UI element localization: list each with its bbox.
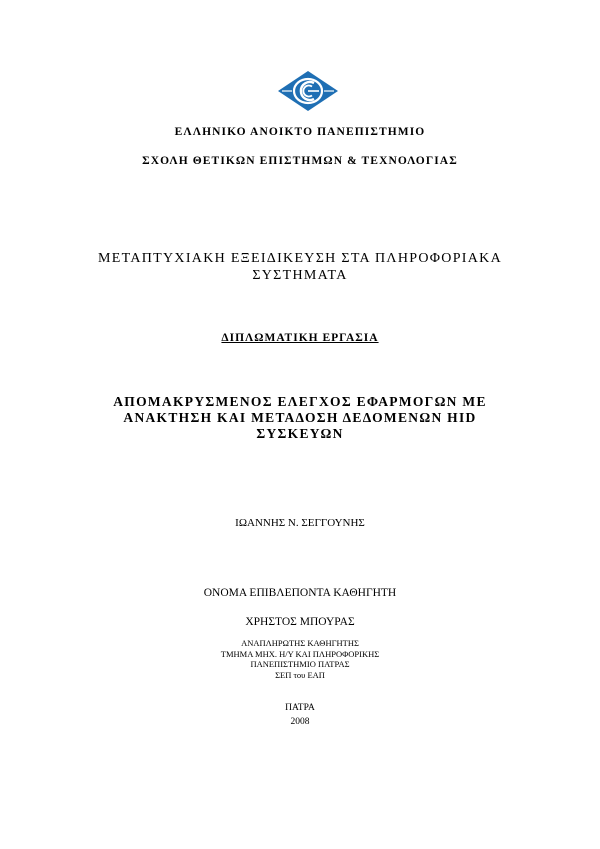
- supervisor-details: [0, 638, 600, 680]
- university-emblem-icon: [277, 70, 339, 112]
- thesis-type-label: ΔΙΠΛΩΜΑΤΙΚΗ ΕΡΓΑΣΙΑ: [221, 332, 379, 344]
- supervisor-name: ΧΡΗΣΤΟΣ ΜΠΟΥΡΑΣ: [245, 616, 355, 628]
- thesis-title-line-2: ΑΝΑΚΤΗΣΗ ΚΑΙ ΜΕΤΑΔΟΣΗ ΔΕΔΟΜΕΝΩΝ HID: [123, 410, 477, 425]
- school-name: ΣΧΟΛΗ ΘΕΤΙΚΩΝ ΕΠΙΣΤΗΜΩΝ & ΤΕΧΝΟΛΟΓΙΑΣ: [142, 155, 458, 167]
- thesis-type: [0, 332, 600, 344]
- thesis-title-line-1: ΑΠΟΜΑΚΡΥΣΜΕΝΟΣ ΕΛΕΓΧΟΣ ΕΦΑΡΜΟΓΩΝ ΜΕ: [113, 394, 487, 409]
- thesis-title: [0, 394, 600, 442]
- program-line-1: ΜΕΤΑΠΤΥΧΙΑΚΗ ΕΞΕΙΔΙΚΕΥΣΗ ΣΤΑ ΠΛΗΡΟΦΟΡΙΑΚΑ: [98, 251, 502, 266]
- university-name: ΕΛΛΗΝΙΚΟ ΑΝΟΙΚΤΟ ΠΑΝΕΠΙΣΤΗΜΙΟ: [174, 126, 426, 138]
- supervisor-affiliation: ΣΕΠ του ΕΑΠ: [275, 669, 325, 680]
- program-line-2: ΣΥΣΤΗΜΑΤΑ: [252, 268, 348, 283]
- program-name: [0, 250, 600, 284]
- year: 2008: [290, 717, 310, 727]
- supervisor-label: ΟΝΟΜΑ ΕΠΙΒΛΕΠΟΝΤΑ ΚΑΘΗΓΗΤΗ: [203, 587, 397, 599]
- supervisor-university: ΠΑΝΕΠΙΣΤΗΜΙΟ ΠΑΤΡΑΣ: [250, 659, 350, 669]
- supervisor-department: ΤΜΗΜΑ ΜΗΧ. Η/Υ ΚΑΙ ΠΛΗΡΟΦΟΡΙΚΗΣ: [220, 648, 380, 659]
- author-name: ΙΩΑΝΝΗΣ Ν. ΣΕΓΓΟΥΝΗΣ: [235, 517, 365, 529]
- supervisor-position: ΑΝΑΠΛΗΡΩΤΗΣ ΚΑΘΗΓΗΤΗΣ: [241, 638, 359, 648]
- thesis-title-line-3: ΣΥΣΚΕΥΩΝ: [256, 426, 344, 441]
- city: ΠΑΤΡΑ: [285, 703, 315, 713]
